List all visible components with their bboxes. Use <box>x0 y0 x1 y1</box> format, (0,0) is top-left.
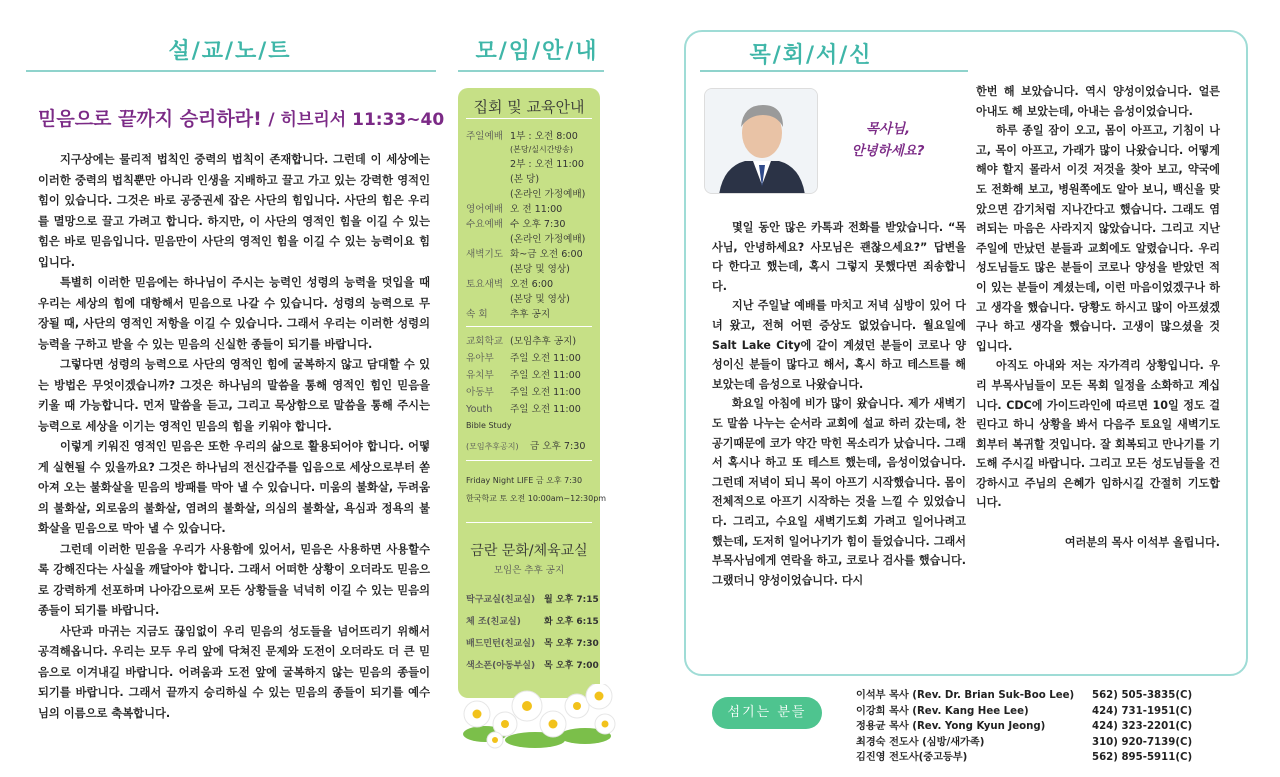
staff-phone: 562) 895-5911(C) <box>1092 752 1193 764</box>
greeting-line: 안녕하세요? <box>851 143 925 159</box>
sermon-paragraph: 이렇게 키워진 영적인 믿음은 또한 우리의 삶으로 활용되어야 합니다. 어떻게 실현될 수 있을까요? 그것은 하나님의 전신갑주를 입음으로 세상으로부터 쏟아져 오는 불화살을 믿음의 방패를 막아 낼 수 있습니다. 미움의 불화살, 두려움의 불화살, 외로움의 불화살, 염려의 불화살, 의심의 불화살, 욕심과 정욕의 불화살을 믿음으로 막아 낼 수 있습니다. <box>38 440 430 535</box>
letter-header-divider <box>700 70 968 72</box>
pastor-photo <box>704 88 818 194</box>
education-row <box>466 333 598 347</box>
culture-class-row <box>466 636 598 649</box>
sermon-header-divider <box>26 70 436 72</box>
sermon-title <box>38 104 458 131</box>
letter-column-right <box>976 82 1220 553</box>
schedule-value: 2부 : 오전 11:00 <box>510 159 584 170</box>
education-label: 유아부 <box>466 353 494 364</box>
education-value: 주일 오전 11:00 <box>510 370 581 381</box>
letter-paragraph: 한번 해 보았습니다. 역시 양성이었습니다. 얼른 아내도 해 보았는데, 아내는 음성이었습니다. <box>976 85 1220 118</box>
education-value: 주일 오전 11:00 <box>510 353 581 364</box>
schedule-label: 영어예배 <box>466 204 504 215</box>
schedule-row <box>466 216 598 230</box>
education-label: (모임추후공지) <box>466 442 519 451</box>
culture-class-row <box>466 658 598 671</box>
schedule-value: (온라인 가정예배) <box>510 189 586 200</box>
pastoral-letter-header: 목/회/서/신 <box>749 43 873 68</box>
sermon-paragraph: 특별히 이러한 믿음에는 하나님이 주시는 능력인 성령의 능력을 덧입을 때 우리는 세상의 힘에 대항해서 믿음으로 나갈 수 있습니다. 성령의 능력으로 무장될 때, 사단의 영적인 저항을 이길 수 있습니다. 그래서 우리는 이러한 성령의 능력을 구하고 받을 수 있는 믿음의 신실한 종들이 되기를 바랍니다. <box>38 276 430 351</box>
education-row <box>466 350 598 364</box>
staff-phone: 310) 920-7139(C) <box>1092 736 1193 748</box>
schedule-row <box>466 201 598 215</box>
panel-divider <box>466 522 592 523</box>
staff-row <box>856 719 1246 735</box>
culture-class-name: 탁구교실(친교실) <box>466 595 536 605</box>
sermon-notes-header: 설/교/노/트 <box>168 39 292 64</box>
letter-greeting <box>838 118 938 162</box>
letter-paragraph: 하루 종일 잠이 오고, 몸이 아프고, 기침이 나고, 목이 아프고, 가래가 많이 나왔습니다. 어떻게 해야 할지 몰라서 이것 저것을 찾아 보고, 약국에도 전화해 보고, 병원쪽에도 알아 보니, 백신을 맞았으면 감기처럼 지나간다고 했습니다. 그래도 염려되는 마음은 사라지지 않았습니다. 그리고 지난 주일에 만났던 분들과 교회에도 알렸습니다. 우리 성도님들도 많은 분들이 코로나 양성을 받았던 적이 있는 분들이 계셨는데, 이런 마음이었겠구나 하고 생각을 했습니다. 당황도 하시고 많이 아프셨겠구나 하고 생각을 했습니다. 고생이 많으셨을 것 입니다. <box>976 124 1220 353</box>
sermon-paragraph: 지구상에는 물리적 법칙인 중력의 법칙이 존재합니다. 그런데 이 세상에는 이러한 중력의 법칙뿐만 아니라 인생을 지배하고 끌고 가고 있는 강력한 영적인 힘이 있습니다. 그것은 바로 공중권세 잡은 사단의 힘입니다. 사단의 힘은 우리를 멸망으로 끌고 가려고 합니다. 하지만, 이 사단의 영적인 힘을 이길 수 있는 힘은 바로 믿음입니다. 믿음만이 사단의 영적인 힘을 이길 수 있는 능력이요 힘입니다. <box>38 153 430 269</box>
sermon-title-text: 믿음으로 끝까지 승리하라! <box>38 108 269 130</box>
sermon-paragraph: 사단과 마귀는 지금도 끊임없이 우리 믿음의 성도들을 넘어뜨리기 위해서 공격해옵니다. 우리는 모두 우리 앞에 닥쳐진 문제와 도전이 오더라도 더 큰 믿음으로 이겨내길 바랍니다. 어려움과 도전 앞에 굴복하지 않는 믿음의 종들이 되기를 바랍니다. 그래서 끝까지 승리하실 수 있는 믿음의 종들이 되기를 예수님의 이름으로 축복합니다. <box>38 624 430 720</box>
daisy-flowers-decoration <box>455 684 625 750</box>
meeting-guide-header: 모/임/안/내 <box>475 39 599 64</box>
sermon-paragraph: 그렇다면 성령의 능력으로 사단의 영적인 힘에 굴복하지 않고 담대할 수 있는 방법은 무엇이겠습니까? 그것은 하나님의 말씀을 통해 영적인 힘인 믿음을 키울 때 가능합니다. 먼저 말씀을 듣고, 그리고 묵상함으로 말씀을 통해 주시는 능력으로 세상을 이기는 영적인 믿음의 힘을 키워야 합니다. <box>38 358 430 433</box>
schedule-row <box>466 186 598 200</box>
letter-signature: 여러분의 목사 이석부 올립니다. <box>1064 536 1220 550</box>
schedule-row <box>466 171 598 185</box>
schedule-label: 새벽기도 <box>466 249 504 260</box>
schedule-value: 오전 6:00 <box>510 279 554 290</box>
meeting-panel-title: 집회 및 교육안내 <box>473 98 585 116</box>
sermon-paragraph: 그런데 이러한 믿음을 우리가 사용함에 있어서, 믿음은 사용하면 사용할수록 강해진다는 사실을 깨달아야 합니다. 그래서 어떠한 상황이 오더라도 믿음으로 강력하게 선포하며 나아감으로써 모든 상황들을 넉넉히 이길 수 있는 믿음의 종들이 되기를 바랍니다. <box>38 542 430 617</box>
schedule-value: 1부 : 오전 8:00 <box>510 131 578 142</box>
sermon-scripture-reference: / 히브리서 11:33~40 <box>268 110 445 130</box>
schedule-label: 주일예배 <box>466 131 504 142</box>
culture-class-title: 금란 문화/체육교실 <box>470 543 588 559</box>
schedule-row <box>466 291 598 305</box>
letter-paragraph: 지난 주일날 예배를 마치고 저녁 심방이 있어 다녀 왔고, 전혀 어떤 증상도 없었습니다. 월요일에 Salt Lake City에 같이 계셨던 분들이 코로나 양성이신 분들이 많다고 해서, 혹시 하고 테스트를 해 보았는데 음성으로 나왔습니다. <box>712 299 966 391</box>
greeting-line: 목사님, <box>865 121 911 137</box>
schedule-value: (본당/실시간방송) <box>510 145 574 154</box>
schedule-label: 토요새벽 <box>466 279 504 290</box>
education-row <box>466 384 598 398</box>
schedule-row <box>466 276 598 290</box>
education-row <box>466 438 598 452</box>
education-value: 주일 오전 11:00 <box>510 404 581 415</box>
education-label: 교회학교 <box>466 336 504 347</box>
schedule-value: (본당 및 영상) <box>510 294 570 305</box>
schedule-value: 오 전 11:00 <box>510 204 563 215</box>
schedule-row <box>466 156 598 170</box>
education-value: 주일 오전 11:00 <box>510 387 581 398</box>
culture-class-row <box>466 592 598 605</box>
education-label: 유치부 <box>466 370 494 381</box>
schedule-row <box>466 231 598 245</box>
schedule-value: (본 당) <box>510 174 540 185</box>
staff-phone: 424) 323-2201(C) <box>1092 721 1193 733</box>
education-value: (모임추후 공지) <box>510 336 577 347</box>
panel-divider <box>466 460 592 461</box>
staff-phone: 424) 731-1951(C) <box>1092 705 1193 717</box>
culture-class-name: 배드민턴(친교실) <box>466 639 536 649</box>
schedule-value: 수 오후 7:30 <box>510 219 566 230</box>
letter-paragraph: 몇일 동안 많은 카톡과 전화를 받았습니다. “목사님, 안녕하세요? 사모님은 괜찮으세요?” 답변을 다 한다고 했는데, 혹시 그렇지 못했다면 죄송합니다. <box>712 221 966 293</box>
schedule-value: 추후 공지 <box>510 309 551 320</box>
schedule-label: 속 회 <box>466 309 488 320</box>
schedule-row <box>466 306 598 320</box>
culture-class-time: 화 오후 6:15 <box>544 617 599 627</box>
meeting-header-divider <box>458 70 604 72</box>
pastor-portrait-image <box>705 89 818 194</box>
staff-directory <box>856 688 1246 766</box>
staff-row <box>856 750 1246 766</box>
education-row <box>466 421 598 430</box>
schedule-value: (본당 및 영상) <box>510 264 570 275</box>
education-label: Bible Study <box>466 421 512 430</box>
schedule-value: (온라인 가정예배) <box>510 234 586 245</box>
staff-name: 이강희 목사 (Rev. Kang Hee Lee) <box>856 705 1029 717</box>
schedule-row <box>466 246 598 260</box>
culture-class-row <box>466 614 598 627</box>
extra-schedule-row: Friday Night LIFE 금 오후 7:30 <box>466 476 583 485</box>
education-value: 금 오후 7:30 <box>530 441 586 452</box>
staff-name: 최경숙 전도사 (심방/새가족) <box>856 736 985 748</box>
staff-list-label: 섬기는 분들 <box>712 697 822 729</box>
schedule-value: 화~금 오전 6:00 <box>510 249 583 260</box>
panel-divider <box>466 326 592 327</box>
staff-name: 이석부 목사 (Rev. Dr. Brian Suk-Boo Lee) <box>856 690 1075 701</box>
culture-class-name: 색소폰(아동부실) <box>466 661 536 671</box>
staff-row <box>856 688 1246 704</box>
panel-divider <box>466 118 592 119</box>
culture-class-time: 목 오후 7:30 <box>544 639 599 649</box>
letter-paragraph: 아직도 아내와 저는 자가격리 상황입니다. 우리 부목사님들이 모든 목회 일정을 소화하고 계십니다. CDC에 가이드라인에 따르면 10일 정도 걸린다고 하니 상황을 봐서 다음주 토요일 새벽기도회부터 복귀할 것입니다. 잘 회복되고 만나기를 기도해 주시길 바랍니다. 그리고 모든 성도님들을 건강하시고 주님의 은혜가 임하시길 간절히 기도합니다. <box>976 359 1220 510</box>
schedule-row <box>466 261 598 275</box>
culture-class-subtitle: 모임은 추후 공지 <box>493 565 565 576</box>
education-label: 아동부 <box>466 387 494 398</box>
letter-column-left <box>712 218 966 590</box>
schedule-row <box>466 128 598 142</box>
education-row <box>466 367 598 381</box>
staff-name: 김진영 전도사(중고등부) <box>856 752 968 764</box>
culture-class-name: 체 조(친교실) <box>466 617 521 627</box>
letter-paragraph: 화요일 아침에 비가 많이 왔습니다. 제가 새벽기도 말씀 나누는 순서라 교회에 설교 하러 갔는데, 찬공기때문에 코가 약간 막힌 목소리가 났습니다. 그래서 혹시나 하고 또 테스트 했는데, 음성이었습니다. 그런데 저녁이 되니 목이 아프기 시작했습니다. 몸이 전체적으로 아프기 시작하는 것을 느낄 수 있었습니다. 그리고, 수요일 새벽기도회 가려고 일어나려고 했는데, 도저히 일어나기가 힘이 들었습니다. 그래서 부목사님에게 연락을 하고, 코로나 검사를 했습니다. 그랬더니 양성이었습니다. 다시 <box>712 397 966 587</box>
staff-phone: 562) 505-3835(C) <box>1092 690 1193 701</box>
schedule-label: 수요예배 <box>466 219 504 230</box>
staff-row <box>856 735 1246 751</box>
staff-row <box>856 704 1246 720</box>
sermon-body <box>38 150 430 724</box>
education-row <box>466 401 598 415</box>
meeting-schedule-panel <box>458 88 607 698</box>
schedule-row <box>466 144 598 155</box>
staff-name: 정용균 목사 (Rev. Yong Kyun Jeong) <box>856 721 1046 733</box>
education-label: Youth <box>466 404 493 415</box>
extra-schedule-row: 한국학교 토 오전 10:00am~12:30pm <box>466 494 607 503</box>
culture-class-time: 목 오후 7:00 <box>544 661 599 671</box>
culture-class-time: 월 오후 7:15 <box>544 595 599 605</box>
